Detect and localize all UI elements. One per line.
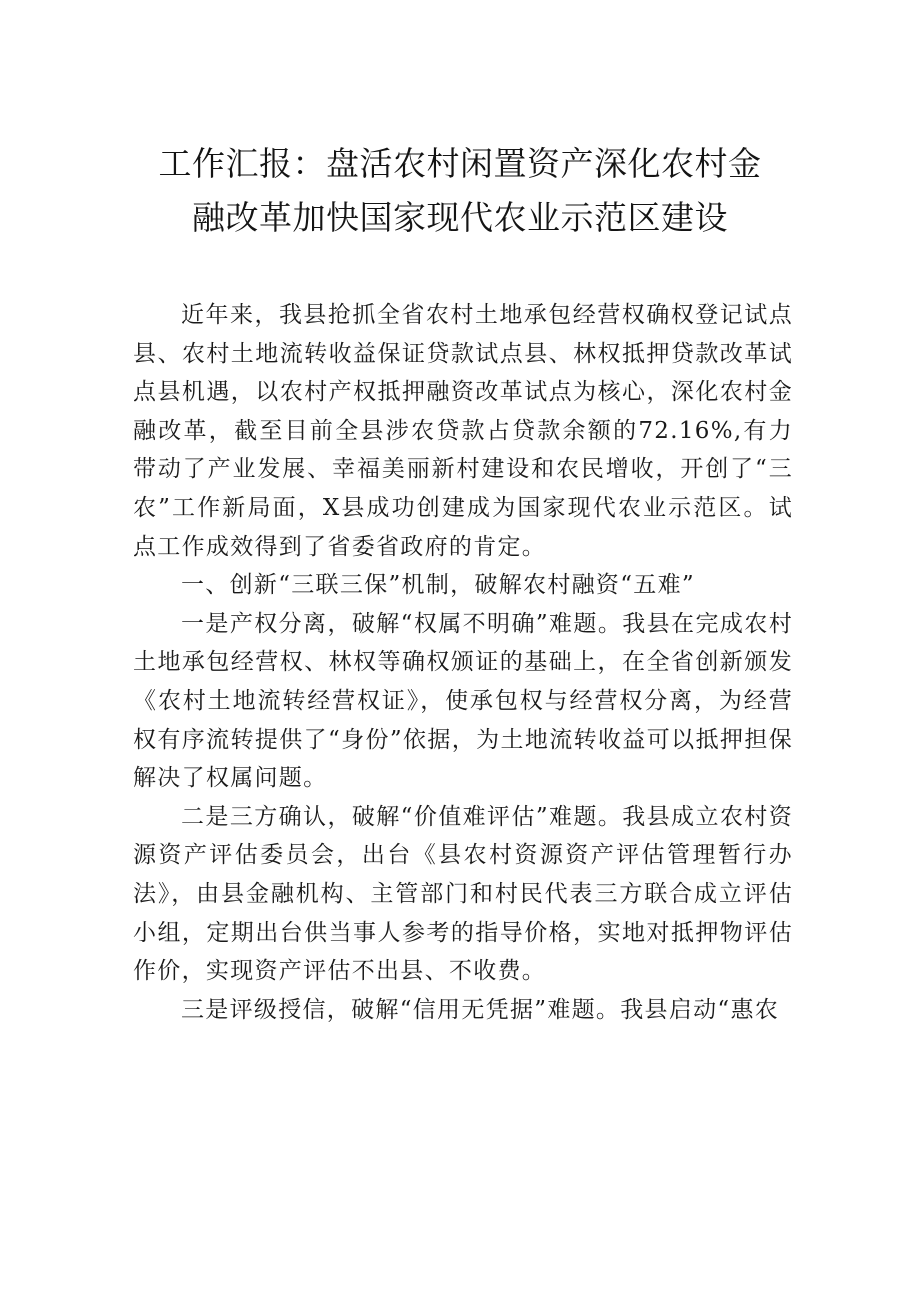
section-heading-1: 一、创新“三联三保”机制，破解农村融资“五难” xyxy=(181,572,695,599)
body-paragraph: 二是三方确认，破解“价值难评估”难题。我县成立农村资源资产评估委员会，出台《县农村资源资产评估管理暂行办法》，由县金融机构、主管部门和村民代表三方联合成立评估小组，定期出台供当事人参考的指导价格，实地对抵押物评估作价，实现资产评估不出县、不收费。 xyxy=(133,803,793,985)
document-title-line-2: 融改革加快国家现代农业示范区建设 xyxy=(192,198,728,237)
intro-paragraph: 近年来，我县抢抓全省农村土地承包经营权确权登记试点县、农村土地流转收益保证贷款试点县、林权抵押贷款改革试点县机遇，以农村产权抵押融资改革试点为核心，深化农村金融改革，截至目前全县涉农贷款占贷款余额的72.16%,有力带动了产业发展、幸福美丽新村建设和农民增收，开创了“三农”工作新局面，X县成功创建成为国家现代农业示范区。试点工作成效得到了省委省政府的肯定。 xyxy=(133,302,793,560)
body-paragraph: 一是产权分离，破解“权属不明确”难题。我县在完成农村土地承包经营权、林权等确权颁证的基础上，在全省创新颁发《农村土地流转经营权证》，使承包权与经营权分离，为经营权有序流转提供了“身份”依据，为土地流转收益可以抵押担保解决了权属问题。 xyxy=(133,610,793,792)
document-title-line-1: 工作汇报：盘活农村闲置资产深化农村金 xyxy=(158,144,762,183)
body-paragraph: 三是评级授信，破解“信用无凭据”难题。我县启动“惠农 xyxy=(181,996,780,1023)
document-body xyxy=(133,296,793,1029)
